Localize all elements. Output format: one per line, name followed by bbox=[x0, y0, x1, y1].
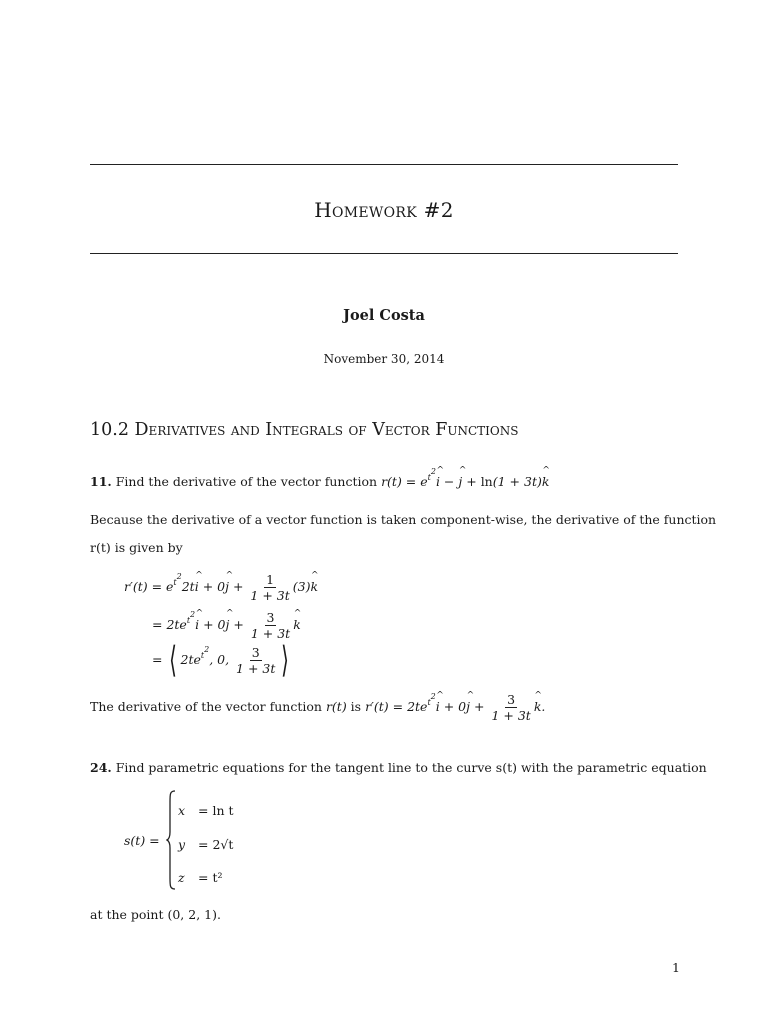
conclusion-text: The derivative of the vector function bbox=[90, 699, 322, 714]
conclusion-math: r(t) is $r'(t) = 2te^{t^2}\^{}$ i + 0^ j + $\frac{3}{1 + 3t}$ ^ k. bbox=[326, 699, 545, 714]
top-rule bbox=[90, 164, 678, 165]
section-heading: 10.2 Derivatives and Integrals of Vector Functions bbox=[90, 420, 519, 440]
problem-24-prompt-text: Find parametric equations for the tangent line to the curve s(t) with the parametric equation bbox=[115, 760, 707, 775]
page-number: 1 bbox=[672, 960, 680, 975]
problem-11-prompt-text: Find the derivative of the vector function bbox=[115, 474, 378, 489]
system-lhs: s(t) = bbox=[124, 833, 160, 848]
problem-11-conclusion bbox=[90, 692, 545, 723]
system-row-y-var: y bbox=[178, 837, 186, 852]
problem-24-prompt bbox=[90, 760, 707, 775]
problem-11-number: 11. bbox=[90, 474, 112, 489]
author-name: Joel Costa bbox=[343, 307, 425, 324]
problem-11-explanation-line2: r(t) is given by bbox=[90, 540, 183, 555]
left-brace bbox=[166, 790, 176, 890]
document-date: November 30, 2014 bbox=[323, 352, 445, 366]
problem-24-number: 24. bbox=[90, 760, 112, 775]
title-bottom-rule bbox=[90, 253, 678, 254]
problem-24-closing: at the point (0, 2, 1). bbox=[90, 907, 221, 922]
derivation-step-1: $r'(t) = e^{t^2}2t\^{}$ i + 0^ j + $\frac{1}{1 + 3t}$ (3)^ k bbox=[124, 572, 318, 603]
derivation-step-2: = $2te^{t^2}\^{}$ i + 0^ j + $\frac{3}{1 + 3t}$ ^ k bbox=[152, 610, 301, 641]
system-row-z-var: z bbox=[178, 870, 185, 885]
derivation-step-3: = ⟨ $2te^{t^2}$, 0, $\frac{3}{1 + 3t}$ ⟩ bbox=[152, 639, 290, 681]
system-row-z-rhs: = t² bbox=[198, 870, 223, 885]
problem-11-explanation-line1: Because the derivative of a vector function is taken component-wise, the derivative of the function bbox=[90, 512, 717, 527]
system-row-x-var: x bbox=[178, 803, 186, 818]
problem-11-prompt bbox=[90, 467, 549, 489]
problem-11-function: $r(t) = e^{t^2}\^{}$ i − ^ j + ln(1 + 3t)^ k bbox=[381, 474, 549, 489]
system-row-y-rhs: = 2√t bbox=[198, 837, 234, 852]
system-row-x-rhs: = ln t bbox=[198, 803, 234, 818]
document-title: Homework #2 bbox=[314, 198, 454, 222]
